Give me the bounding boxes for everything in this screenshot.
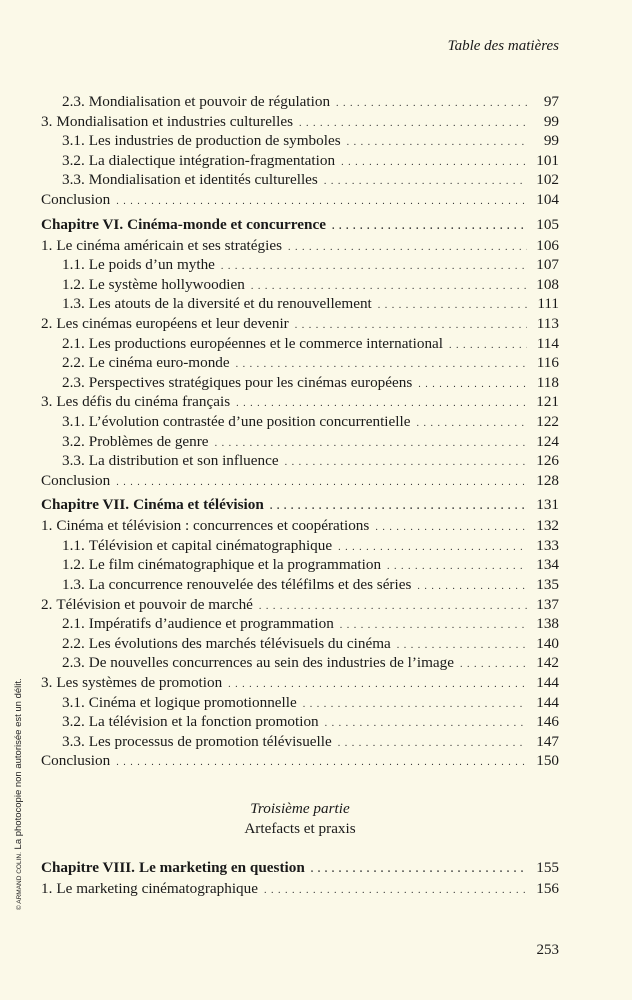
toc-section-before-part	[41, 92, 559, 771]
toc-entry-number: 3.	[41, 393, 53, 411]
toc-entry-number: 1.3.	[62, 295, 85, 313]
toc-entry-row	[41, 575, 559, 595]
part-subtitle: Artefacts et praxis	[244, 820, 356, 837]
toc-entry-page: 116	[536, 354, 559, 372]
toc-entry-row	[41, 879, 559, 899]
toc-entry-page: 124	[536, 432, 559, 450]
toc-entry-row	[41, 255, 559, 275]
toc-entry-title: Les processus de promotion télévisuelle	[88, 732, 332, 750]
toc-entry-row	[41, 151, 559, 171]
toc-entry-page: 107	[536, 256, 559, 274]
toc-leader-dots	[270, 496, 527, 518]
toc-entry-page: 105	[536, 215, 559, 233]
toc-entry-page: 121	[536, 393, 559, 411]
toc-entry-page: 114	[536, 334, 559, 352]
toc-entry-row	[41, 595, 559, 615]
toc-entry-page: 126	[536, 452, 559, 470]
toc-entry-title: Cinéma-monde et concurrence	[127, 215, 326, 233]
toc-entry-row	[41, 373, 559, 393]
toc-entry-page: 131	[536, 496, 559, 514]
running-head: Table des matières	[447, 38, 559, 54]
copyright-brand: © ARMAND COLIN.	[16, 852, 23, 910]
toc-entry-page: 140	[536, 634, 559, 652]
toc-leader-dots	[375, 518, 527, 538]
toc-leader-dots	[311, 859, 527, 881]
toc-entry-page: 137	[536, 595, 559, 613]
toc-entry-row	[41, 170, 559, 190]
toc-entry-number: 2.2.	[62, 354, 85, 372]
toc-entry-number: 1.1.	[62, 536, 85, 554]
toc-entry-title: Les productions européennes et le commerce international	[88, 334, 444, 352]
toc-entry-page: 134	[536, 556, 559, 574]
toc-entry-row	[41, 634, 559, 654]
toc-entry-row	[41, 555, 559, 575]
toc-entry-page: 147	[536, 732, 559, 750]
page-number: 253	[536, 942, 559, 958]
toc-entry-row	[41, 412, 559, 432]
toc-entry-number: 1.2.	[62, 556, 85, 574]
toc-entry-title: Les cinémas européens et leur devenir	[56, 314, 289, 332]
toc-leader-dots	[303, 695, 527, 715]
part-title: Troisième partie	[250, 800, 350, 817]
toc-entry-title: La concurrence renouvelée des téléfilms et des séries	[88, 576, 412, 594]
toc-entry-number: 2.3.	[62, 654, 85, 672]
toc-entry-page: 155	[536, 859, 559, 876]
toc-section-after-part	[41, 857, 559, 899]
toc-leader-dots	[285, 453, 527, 473]
toc-entry-page: 111	[537, 295, 559, 313]
toc-entry-title: Le poids d’un mythe	[88, 256, 215, 274]
toc-entry-title: Télévision et pouvoir de marché	[56, 595, 253, 613]
toc-entry-number: 2.	[41, 595, 53, 613]
toc-entry-number: 2.1.	[62, 615, 85, 633]
toc-leader-dots	[116, 192, 527, 212]
toc-entry-row	[41, 275, 559, 295]
toc-entry-row	[41, 92, 559, 112]
toc-entry-title: Les défis du cinéma français	[56, 393, 231, 411]
toc-entry-number: Chapitre VIII.	[41, 859, 135, 876]
toc-entry-number: Chapitre VII.	[41, 496, 130, 514]
toc-entry-page: 150	[536, 752, 559, 770]
toc-entry-title: Télévision et capital cinématographique	[88, 536, 333, 554]
toc-entry-title: Cinéma et télévision : concurrences et coopérations	[56, 517, 370, 535]
toc-entry-title: Le cinéma américain et ses stratégies	[56, 236, 282, 254]
toc-leader-dots	[325, 714, 527, 734]
toc-entry-page: 146	[536, 713, 559, 731]
toc-leader-dots	[221, 257, 527, 277]
toc-entry-page: 102	[536, 171, 559, 189]
table-of-contents	[41, 92, 559, 899]
toc-entry-title: Les évolutions des marchés télévisuels du cinéma	[88, 634, 391, 652]
toc-entry-number: 3.2.	[62, 713, 85, 731]
toc-entry-row	[41, 334, 559, 354]
toc-entry-page: 133	[536, 536, 559, 554]
toc-entry-row	[41, 131, 559, 151]
toc-entry-number: 1.3.	[62, 576, 85, 594]
toc-entry-row	[41, 190, 559, 210]
toc-chapter-row	[41, 214, 559, 236]
toc-entry-row	[41, 653, 559, 673]
toc-entry-number: 3.1.	[62, 412, 85, 430]
toc-leader-dots	[332, 216, 527, 238]
toc-entry-number: 3.	[41, 112, 53, 130]
toc-entry-page: 144	[536, 674, 559, 692]
toc-entry-number: 1.2.	[62, 275, 85, 293]
toc-entry-number: 3.	[41, 674, 53, 692]
toc-entry-row	[41, 712, 559, 732]
toc-entry-number: 2.3.	[62, 373, 85, 391]
toc-entry-page: 101	[536, 151, 559, 169]
toc-entry-row	[41, 732, 559, 752]
toc-entry-row	[41, 236, 559, 256]
toc-leader-dots	[288, 238, 527, 258]
toc-leader-dots	[116, 753, 527, 773]
toc-entry-row	[41, 693, 559, 713]
toc-entry-page: 144	[536, 693, 559, 711]
toc-leader-dots	[264, 881, 527, 901]
toc-entry-row	[41, 516, 559, 536]
toc-entry-title: Le marketing en question	[138, 859, 305, 876]
toc-entry-title: Conclusion	[41, 190, 111, 208]
toc-entry-title: Impératifs d’audience et programmation	[88, 615, 334, 633]
toc-leader-dots	[416, 414, 527, 434]
toc-entry-row	[41, 294, 559, 314]
toc-entry-title: Mondialisation et pouvoir de régulation	[88, 93, 331, 110]
toc-entry-row	[41, 451, 559, 471]
toc-entry-page: 106	[536, 236, 559, 254]
toc-entry-number: 1.1.	[62, 256, 85, 274]
toc-entry-number: 1.	[41, 236, 53, 254]
toc-entry-page: 113	[536, 314, 559, 332]
toc-entry-page: 142	[536, 654, 559, 672]
toc-entry-page: 122	[536, 412, 559, 430]
toc-entry-number: Chapitre VI.	[41, 215, 124, 233]
toc-entry-page: 132	[536, 517, 559, 535]
toc-entry-row	[41, 314, 559, 334]
toc-entry-number: 3.3.	[62, 452, 85, 470]
toc-entry-title: Les atouts de la diversité et du renouvellement	[88, 295, 372, 313]
toc-entry-title: La télévision et la fonction promotion	[88, 713, 319, 731]
toc-entry-title: Le cinéma euro-monde	[88, 354, 230, 372]
toc-leader-dots	[418, 375, 527, 395]
toc-entry-title: La dialectique intégration-fragmentation	[88, 151, 336, 169]
toc-entry-number: 3.1.	[62, 693, 85, 711]
toc-entry-number: 2.3.	[62, 93, 85, 110]
toc-entry-title: L’évolution contrastée d’une position concurrentielle	[88, 412, 411, 430]
toc-leader-dots	[324, 172, 527, 192]
toc-entry-page: 138	[536, 615, 559, 633]
toc-entry-row	[41, 432, 559, 452]
toc-entry-title: Cinéma et télévision	[133, 496, 264, 514]
toc-leader-dots	[378, 296, 527, 316]
toc-entry-title: Les systèmes de promotion	[56, 674, 223, 692]
toc-entry-title: Le marketing cinématographique	[56, 880, 258, 897]
toc-entry-page: 135	[536, 576, 559, 594]
toc-entry-page: 108	[536, 275, 559, 293]
toc-chapter-row	[41, 494, 559, 516]
toc-entry-page: 128	[536, 471, 559, 489]
toc-entry-number: 2.2.	[62, 634, 85, 652]
toc-entry-row	[41, 112, 559, 132]
toc-entry-page: 118	[536, 373, 559, 391]
toc-entry-page: 97	[543, 93, 559, 110]
toc-entry-row	[41, 751, 559, 771]
toc-entry-title: De nouvelles concurrences au sein des industries de l’image	[88, 654, 455, 672]
toc-entry-number: 3.3.	[62, 171, 85, 189]
toc-entry-number: 3.2.	[62, 432, 85, 450]
toc-entry-row	[41, 471, 559, 491]
toc-entry-title: Mondialisation et identités culturelles	[88, 171, 318, 189]
toc-entry-page: 104	[536, 190, 559, 208]
toc-entry-row	[41, 536, 559, 556]
toc-entry-row	[41, 614, 559, 634]
toc-entry-number: 2.1.	[62, 334, 85, 352]
toc-entry-title: Mondialisation et industries culturelles	[56, 112, 294, 130]
part-heading	[41, 799, 559, 839]
toc-entry-number: 2.	[41, 314, 53, 332]
toc-entry-title: Le système hollywoodien	[88, 275, 245, 293]
toc-chapter-row	[41, 857, 559, 879]
toc-leader-dots	[338, 734, 527, 754]
toc-entry-title: Le film cinématographique et la programmation	[88, 556, 382, 574]
toc-entry-title: Conclusion	[41, 752, 111, 770]
toc-entry-title: Problèmes de genre	[88, 432, 209, 450]
toc-entry-number: 1.	[41, 880, 53, 897]
toc-leader-dots	[336, 94, 527, 114]
copyright-notice	[13, 678, 24, 910]
toc-entry-title: Cinéma et logique promotionnelle	[88, 693, 297, 711]
toc-leader-dots	[417, 577, 527, 597]
toc-leader-dots	[460, 655, 527, 675]
toc-entry-title: Perspectives stratégiques pour les cinémas européens	[88, 373, 413, 391]
toc-entry-page: 99	[543, 112, 559, 130]
toc-entry-title: Les industries de production de symboles	[88, 132, 341, 150]
toc-entry-row	[41, 673, 559, 693]
toc-entry-row	[41, 353, 559, 373]
toc-leader-dots	[341, 153, 527, 173]
copyright-text: La photocopie non autorisée est un délit.	[13, 678, 24, 850]
toc-entry-title: La distribution et son influence	[88, 452, 279, 470]
toc-entry-number: 3.2.	[62, 151, 85, 169]
toc-entry-row	[41, 392, 559, 412]
toc-entry-page: 99	[543, 132, 559, 150]
toc-entry-title: Conclusion	[41, 471, 111, 489]
toc-leader-dots	[347, 133, 527, 153]
toc-entry-number: 3.3.	[62, 732, 85, 750]
toc-leader-dots	[449, 336, 527, 356]
toc-entry-number: 1.	[41, 517, 53, 535]
toc-leader-dots	[116, 473, 527, 493]
toc-entry-page: 156	[536, 880, 559, 897]
toc-entry-number: 3.1.	[62, 132, 85, 150]
